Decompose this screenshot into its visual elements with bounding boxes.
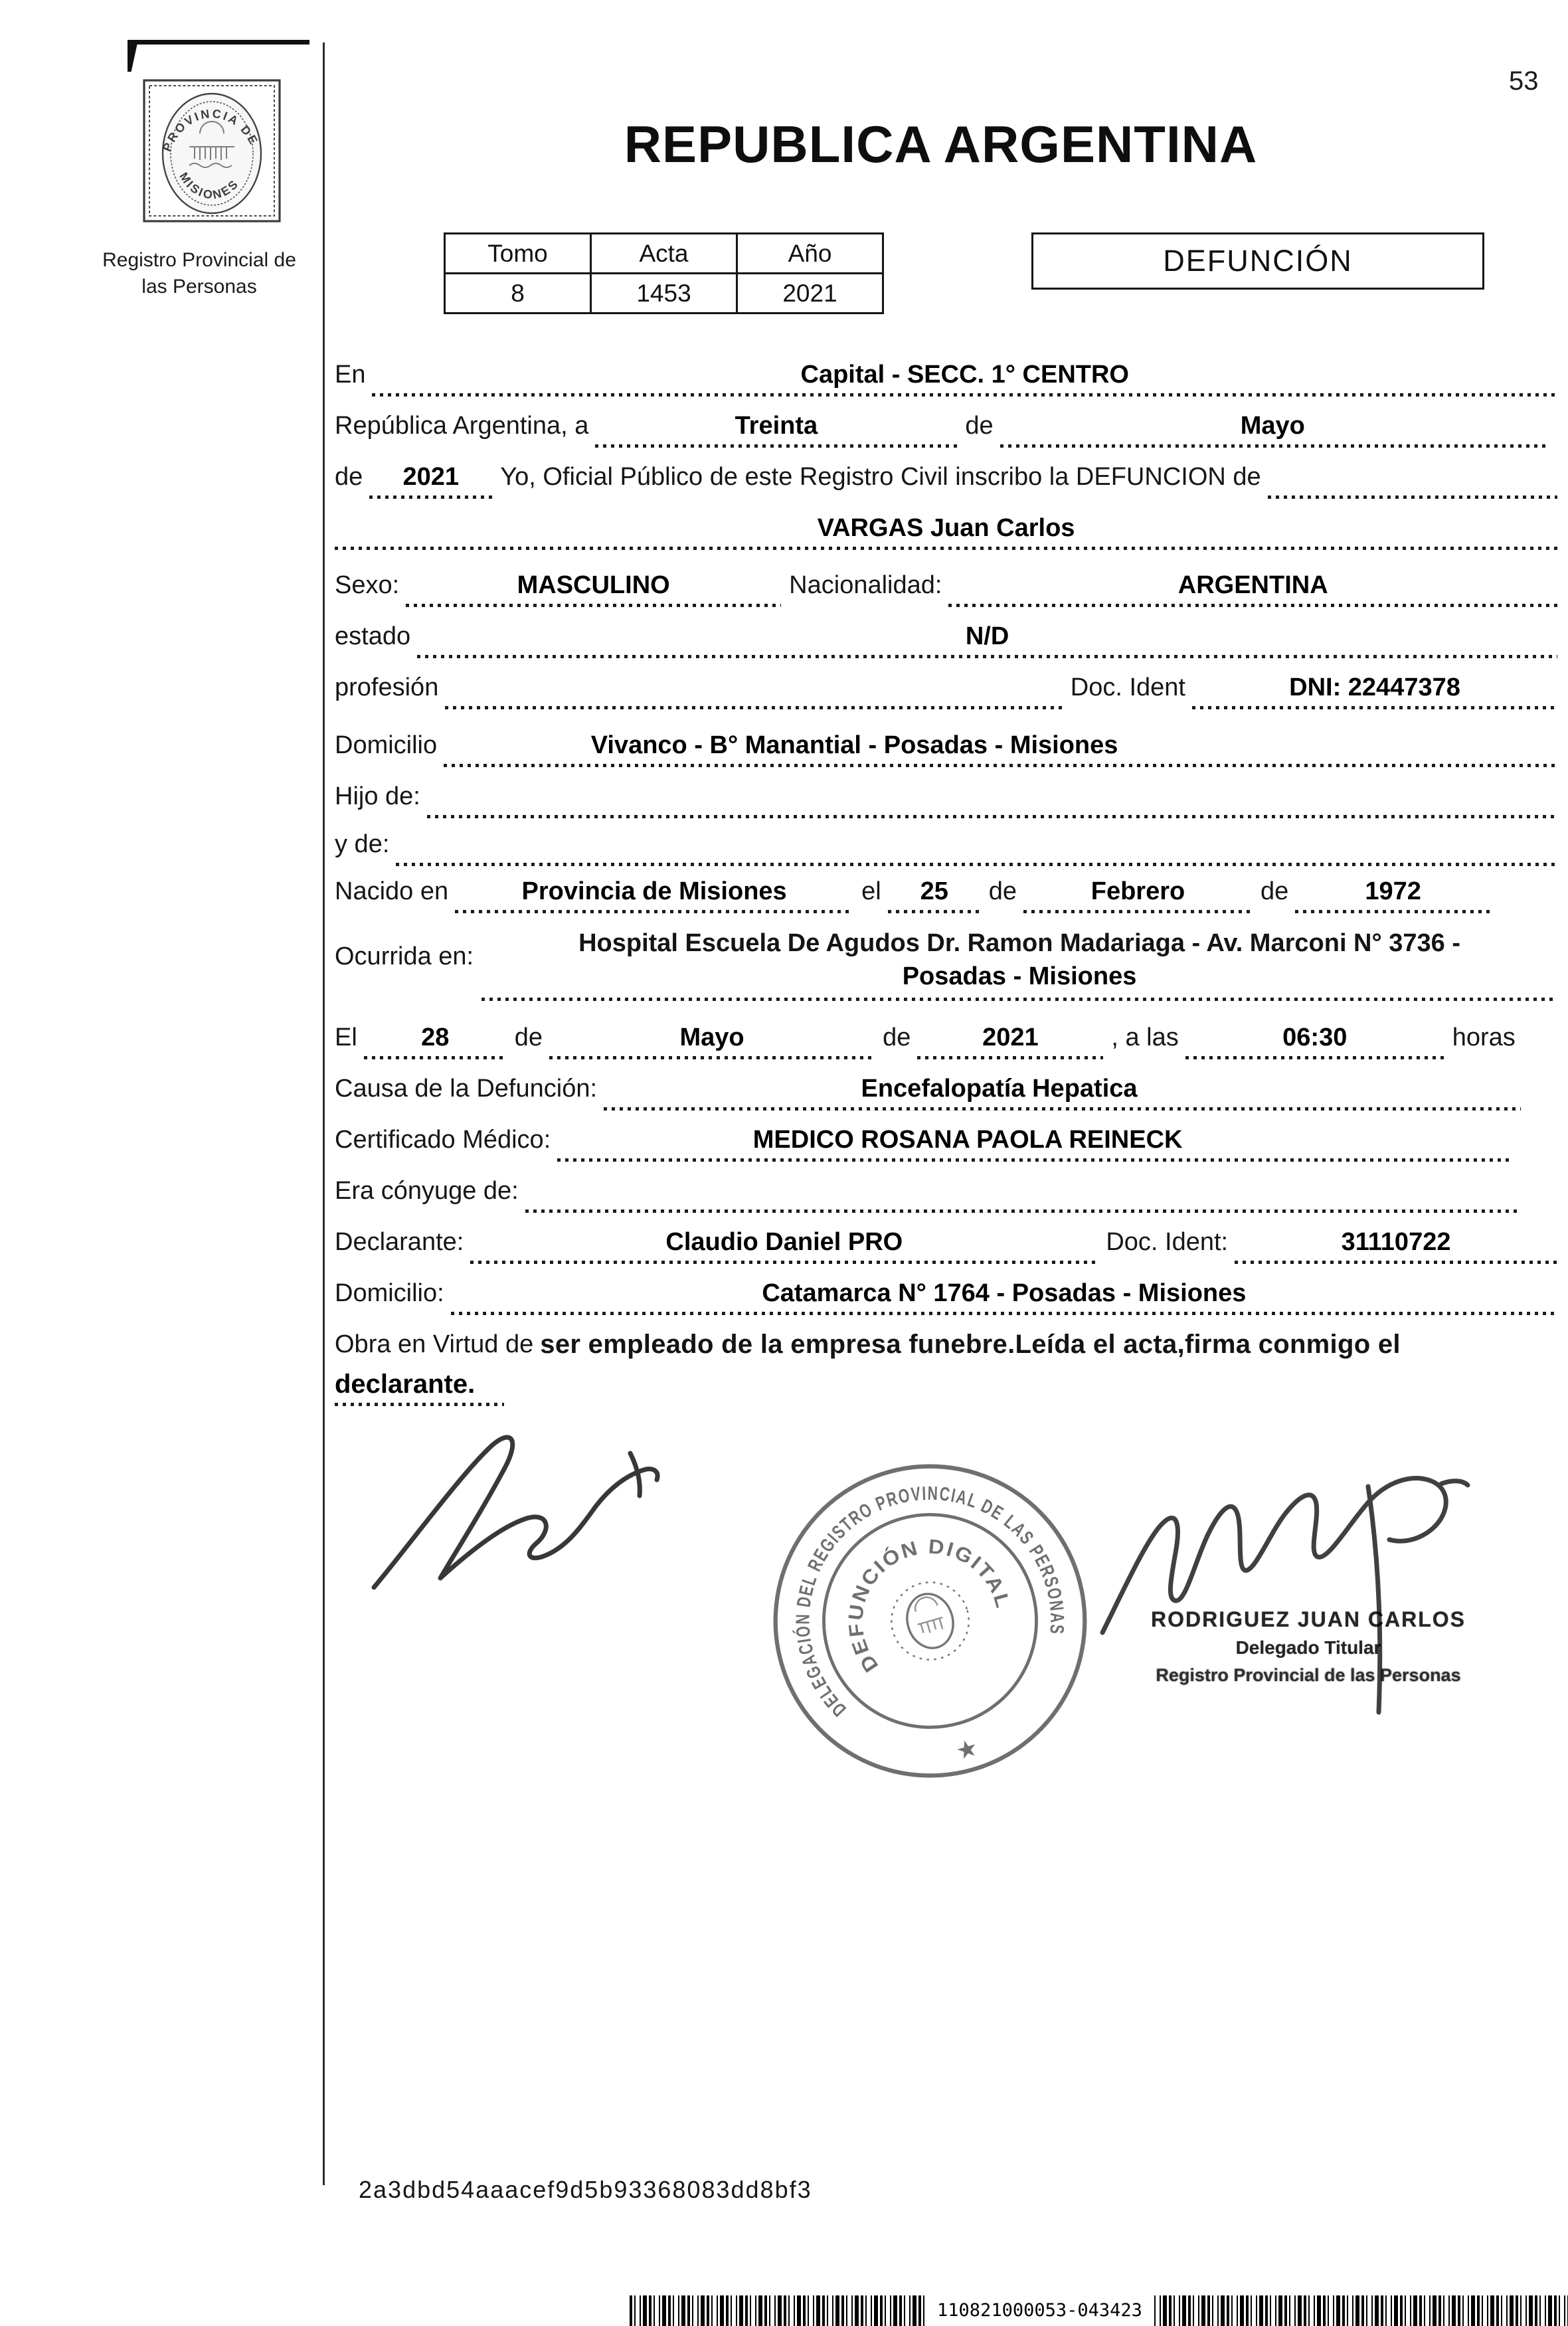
medical-certificate-label: Certificado Médico: [335,1126,551,1154]
provincial-seal-icon [141,77,282,224]
record-value-anio: 2021 [737,274,883,313]
form-row-capacity-continuation [335,1366,1557,1406]
registry-office-name [78,247,320,300]
form-row-declarant-domicile [335,1264,1557,1315]
form-row-death-place [335,913,1557,1001]
medical-certificate-value: MEDICO ROSANA PAOLA REINECK [557,1126,1511,1162]
mother-value [396,859,1557,866]
official-name: RODRIGUEZ JUAN CARLOS [1150,1607,1466,1631]
registry-office-line2: las Personas [141,276,257,298]
record-header-anio: Año [737,234,883,274]
place-value: Capital - SECC. 1° CENTRO [372,361,1557,397]
register-month-value: Mayo [1000,412,1545,448]
official-stamp-icon [731,1422,1130,1821]
sex-label: Sexo: [335,571,400,600]
scan-artifact-line [130,40,309,45]
death-month-value: Mayo [549,1024,875,1059]
domicile-label: Domicilio [335,731,438,760]
barcode-text: 110821000053-043423 [925,2295,1154,2326]
id-document-value: DNI: 22447378 [1192,673,1557,709]
sex-value: MASCULINO [406,571,781,607]
form-row-birth [335,862,1557,913]
form-row-capacity [335,1315,1557,1366]
registry-office-line1: Registro Provincial de [102,249,296,271]
capacity-label: Obra en Virtud de [335,1330,534,1359]
register-date-connector: de [965,412,994,440]
record-table [444,232,884,314]
death-year-value: 2021 [917,1024,1103,1059]
birth-year-value: 1972 [1295,877,1491,913]
death-cause-label: Causa de la Defunción: [335,1075,598,1103]
svg-text:DELEGACIÓN DEL REGISTRO PROVIN [760,1451,1081,1726]
document-title: REPUBLICA ARGENTINA [624,115,1258,173]
birth-year-connector: de [1260,877,1289,906]
officer-statement-trailing-field [1268,492,1557,499]
declarant-id-label: Doc. Ident: [1106,1228,1229,1257]
birthplace-label: Nacido en [335,877,449,906]
profession-value [445,703,1062,709]
mother-label: y de: [335,830,390,859]
birthplace-value: Provincia de Misiones [455,877,853,913]
form-row-father [335,767,1557,818]
spouse-value [525,1206,1521,1213]
record-value-acta: 1453 [591,274,737,313]
nationality-value: ARGENTINA [948,571,1557,607]
death-place-value [481,913,1557,1001]
death-place-value-line1: Hospital Escuela De Agudos Dr. Ramon Madariaga - Av. Marconi N° 3736 - [578,929,1461,958]
profession-label: profesión [335,673,439,702]
register-year-label: de [335,463,363,492]
form-row-medical-certificate [335,1111,1557,1162]
declarant-label: Declarante: [335,1228,464,1257]
father-value [427,812,1557,818]
form-row-death-date [335,1008,1557,1059]
form-row-register-year [335,448,1557,499]
death-time-unit-label: horas [1452,1024,1516,1052]
stamp-star: ★ [952,1733,982,1765]
civil-status-label: estado [335,622,411,651]
form-row-death-cause [335,1059,1557,1111]
capacity-value-line2: declarante. [335,1369,504,1406]
official-organization: Registro Provincial de las Personas [1156,1665,1461,1685]
death-time-value: 06:30 [1185,1024,1444,1059]
form-row-domicile [335,716,1557,767]
nationality-label: Nacionalidad: [789,571,942,600]
form-row-register-date [335,397,1557,448]
declarant-id-value: 31110722 [1235,1228,1557,1264]
death-cause-value: Encefalopatía Hepatica [604,1075,1521,1111]
death-place-value-line2: Posadas - Misiones [481,962,1557,1001]
place-label: En [335,361,366,389]
certificate-form [335,345,1557,1406]
register-day-value: Treinta [595,412,957,448]
seal-top-text: PROVINCIA DE [160,106,262,153]
birth-day-connector: el [861,877,881,906]
barcode [630,2295,1568,2326]
form-row-place [335,345,1557,397]
birth-day-value: 25 [888,877,981,913]
stamp-inner-text: DEFUNCIÓN DIGITAL [845,1536,1014,1676]
document-type-box: DEFUNCIÓN [1031,232,1484,290]
declarant-domicile-label: Domicilio: [335,1279,444,1308]
form-row-deceased-name [335,499,1557,550]
form-row-mother [335,815,1557,866]
death-place-label: Ocurrida en: [335,942,474,971]
scan-artifact-wedge [128,40,138,72]
spouse-label: Era cónyuge de: [335,1177,519,1206]
father-label: Hijo de: [335,782,420,811]
record-header-acta: Acta [591,234,737,274]
declarant-domicile-value: Catamarca N° 1764 - Posadas - Misiones [451,1279,1557,1315]
register-date-label: República Argentina, a [335,412,589,440]
death-month-connector: de [514,1024,543,1052]
declarant-signature [362,1413,674,1599]
death-time-connector: , a las [1111,1024,1179,1052]
death-year-connector: de [883,1024,911,1052]
deceased-name-value: VARGAS Juan Carlos [335,514,1557,550]
id-document-label: Doc. Ident [1070,673,1185,702]
register-year-value: 2021 [369,463,492,499]
seal-bottom-text: MISIONES [177,170,242,202]
record-value-tomo: 8 [445,274,591,313]
death-day-label: El [335,1024,357,1052]
stamp-ring-text: DELEGACIÓN DEL REGISTRO PROVINCIAL DE LAS PERSONAS [792,1482,1068,1720]
svg-text:DEFUNCIÓN DIGITAL [825,1516,1021,1678]
officer-statement-text: Yo, Oficial Público de este Registro Civil inscribo la DEFUNCION de [500,463,1261,492]
capacity-value-line1: ser empleado de la empresa funebre.Leída el acta,firma conmigo el [540,1330,1401,1359]
page-number: 53 [1509,66,1539,96]
form-row-profession-id [335,658,1557,709]
declarant-name-value: Claudio Daniel PRO [470,1228,1098,1264]
domicile-value: Vivanco - B° Manantial - Posadas - Misiones [444,731,1557,767]
left-margin-rule [323,43,325,2185]
birth-month-connector: de [988,877,1017,906]
form-row-civil-status [335,607,1557,658]
verification-hash: 2a3dbd54aaacef9d5b93368083dd8bf3 [359,2176,812,2203]
civil-status-value: N/D [417,622,1557,658]
record-header-tomo: Tomo [445,234,591,274]
official-signature [1083,1460,1508,1726]
official-role: Delegado Titular [1235,1637,1381,1658]
form-row-spouse [335,1162,1557,1213]
form-row-sex-nationality [335,556,1557,607]
death-day-value: 28 [364,1024,507,1059]
birth-month-value: Febrero [1023,877,1253,913]
form-row-declarant [335,1213,1557,1264]
